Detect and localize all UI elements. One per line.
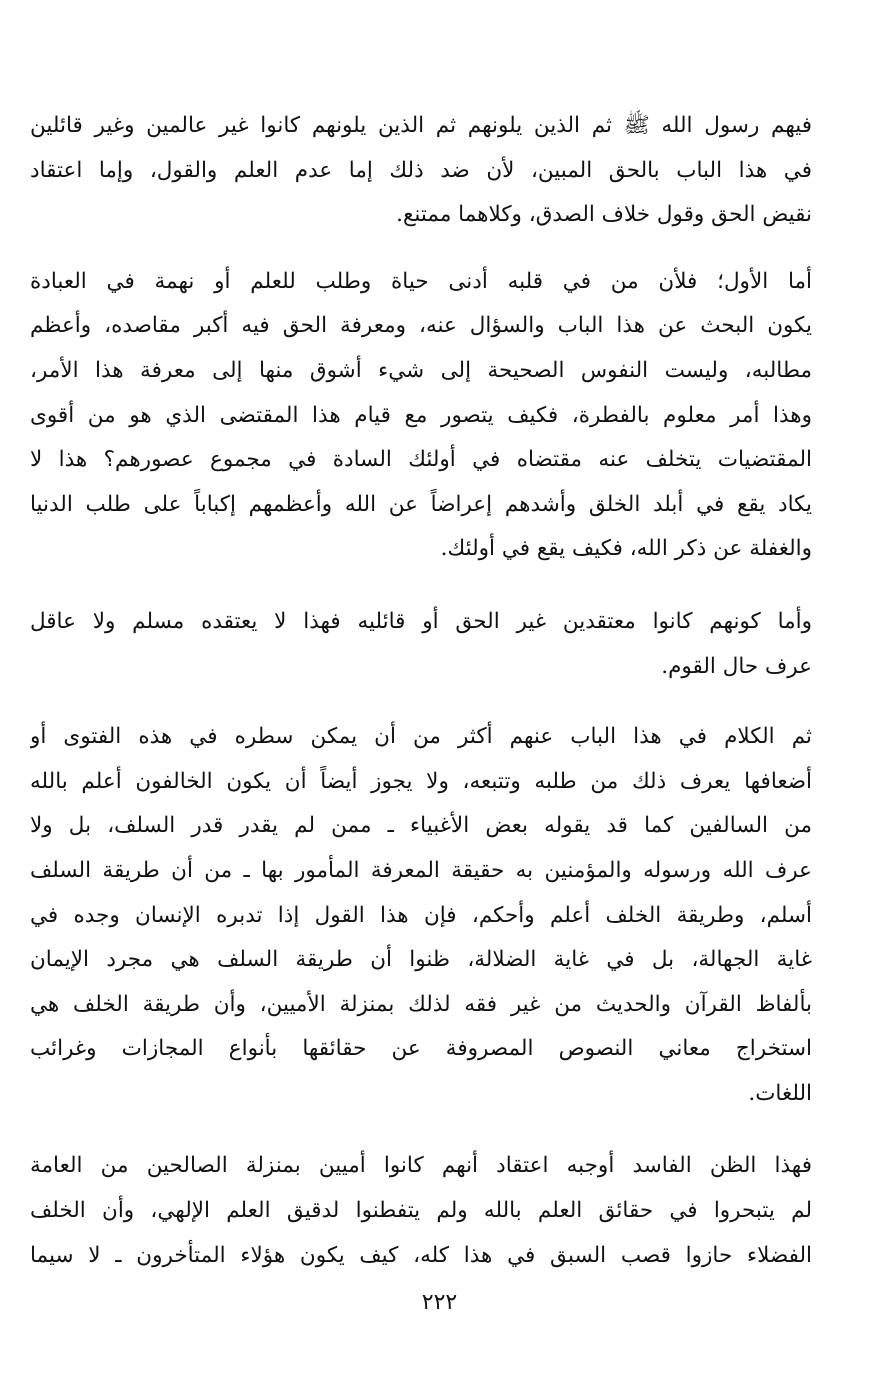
text-line: أسلم، وطريقة الخلف أعلم وأحكم، فإن هذا القول إذا تدبره الإنسان وجده في (30, 902, 812, 928)
paragraph-3 (30, 600, 812, 689)
text-line: وأما كونهم كانوا معتقدين غير الحق أو قائليه فهذا لا يعتقده مسلم ولا عاقل (30, 608, 812, 634)
text-line: والغفلة عن ذكر الله، فكيف يقع في أولئك. (440, 536, 812, 562)
text-line: من السالفين كما قد يقوله بعض الأغبياء ـ ممن لم يقدر قدر السلف، بل ولا (30, 813, 812, 839)
text-line: يكون البحث عن هذا الباب والسؤال عنه، ومعرفة الحق فيه أكبر مقاصده، وأعظم (30, 313, 812, 339)
text-line: أضعافها يعرف ذلك من طلبه وتتبعه، ولا يجوز أيضاً أن يكون الخالفون أعلم بالله (30, 768, 812, 794)
text-line: المقتضيات يتخلف عنه مقتضاه في أولئك السادة في مجموع عصورهم؟ هذا لا (30, 447, 812, 473)
text-line: نقيض الحق وقول خلاف الصدق، وكلاهما ممتنع. (396, 202, 812, 228)
paragraph-2 (30, 260, 812, 572)
paragraph-5 (30, 1144, 812, 1278)
text-line: وهذا أمر معلوم بالفطرة، فكيف يتصور مع قيام هذا المقتضى الذي هو من أقوى (30, 402, 812, 428)
text-line: أما الأول؛ فلأن من في قلبه أدنى حياة وطلب للعلم أو نهمة في العبادة (30, 268, 812, 294)
text-line: عرف الله ورسوله والمؤمنين به حقيقة المعرفة المأمور بها ـ من أن طريقة السلف (30, 857, 812, 883)
page-number: ٢٢٢ (421, 1290, 458, 1315)
text-line: يكاد يقع في أبلد الخلق وأشدهم إعراضاً عن الله وأعظمهم إكباباً على طلب الدنيا (30, 491, 812, 517)
text-line: الفضلاء حازوا قصب السبق في هذا كله، كيف يكون هؤلاء المتأخرون ـ لا سيما (30, 1242, 812, 1268)
text-line: استخراج معاني النصوص المصروفة عن حقائقها بأنواع المجازات وغرائب (30, 1036, 812, 1062)
text-line: فهذا الظن الفاسد أوجبه اعتقاد أنهم كانوا أميين بمنزلة الصالحين من العامة (30, 1153, 812, 1179)
text-line: مطالبه، وليست النفوس الصحيحة إلى شيء أشوق منها إلى معرفة هذا الأمر، (30, 357, 812, 383)
text-line: فيهم رسول الله ﷺ ثم الذين يلونهم ثم الذين يلونهم كانوا غير عالمين وغير قائلين (30, 113, 812, 138)
text-line: عرف حال القوم. (661, 653, 812, 679)
document-page (30, 104, 812, 1278)
text-line: غاية الجهالة، بل في غاية الضلالة، ظنوا أن طريقة السلف هي مجرد الإيمان (30, 947, 812, 973)
paragraph-1 (30, 104, 812, 238)
text-line: اللغات. (748, 1080, 812, 1106)
text-line: في هذا الباب بالحق المبين، لأن ضد ذلك إما عدم العلم والقول، وإما اعتقاد (30, 157, 812, 183)
paragraph-4 (30, 715, 812, 1116)
text-line: بألفاظ القرآن والحديث من غير فقه لذلك بمنزلة الأميين، وأن طريقة الخلف هي (30, 991, 812, 1017)
text-line: ثم الكلام في هذا الباب عنهم أكثر من أن يمكن سطره في هذه الفتوى أو (30, 724, 812, 750)
text-line: لم يتبحروا في حقائق العلم بالله ولم يتفطنوا لدقيق العلم الإلهي، وأن الخلف (30, 1198, 812, 1224)
